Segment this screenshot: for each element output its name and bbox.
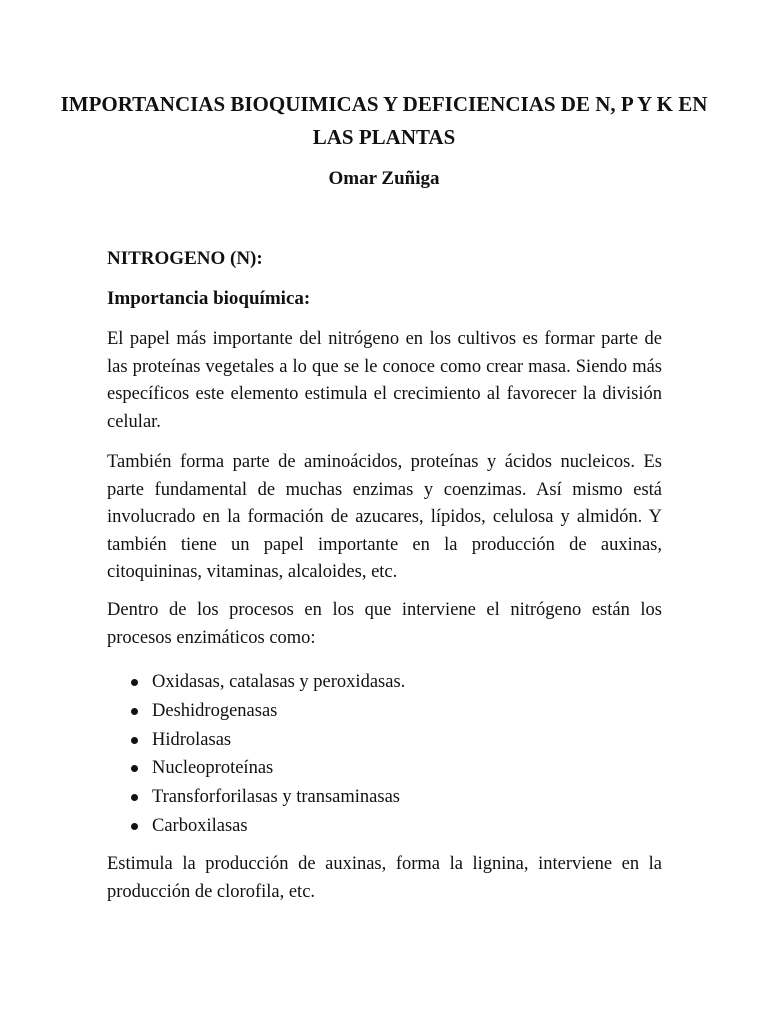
enzyme-process-list <box>107 668 662 841</box>
list-item-text: Nucleoproteínas <box>152 758 274 779</box>
list-item-text: Oxidasas, catalasas y peroxidasas. <box>152 672 406 692</box>
document-title: IMPORTANCIAS BIOQUIMICAS Y DEFICIENCIAS DE N, P Y K EN LAS PLANTAS <box>60 92 708 149</box>
list-item-text: Deshidrogenasas <box>152 700 278 721</box>
document-author: Omar Zuñiga <box>328 168 440 189</box>
paragraph-3: Dentro de los procesos en los que interviene el nitrógeno están los procesos enzimáticos como: <box>107 600 662 648</box>
sub-heading-importancia: Importancia bioquímica: <box>107 288 311 309</box>
list-item <box>107 783 662 812</box>
section-heading-nitrogeno: NITROGENO (N): <box>107 248 263 269</box>
list-item-text: Transforforilasas y transaminasas <box>152 787 400 808</box>
bullet-dot-icon <box>131 794 138 801</box>
list-item <box>107 697 662 726</box>
paragraph-2: También forma parte de aminoácidos, proteínas y ácidos nucleicos. Es parte fundamental de muchas enzimas y coenzimas. Así mismo está involucrado en la formación de azucares, lípidos, celulosa y almidón. Y también tiene un papel importante en la producción de auxinas, citoquininas, vitaminas, alcaloides, etc. <box>107 452 662 582</box>
bullet-dot-icon <box>131 679 138 686</box>
list-item <box>107 668 662 697</box>
bullet-dot-icon <box>131 708 138 715</box>
list-item <box>107 754 662 783</box>
list-item <box>107 812 662 841</box>
bullet-dot-icon <box>131 765 138 772</box>
list-item <box>107 726 662 755</box>
list-item-text: Carboxilasas <box>152 815 248 836</box>
paragraph-4: Estimula la producción de auxinas, forma la lignina, interviene en la producción de clorofila, etc. <box>107 854 662 902</box>
list-item-text: Hidrolasas <box>152 729 232 750</box>
bullet-dot-icon <box>131 737 138 744</box>
bullet-dot-icon <box>131 823 138 830</box>
paragraph-1: El papel más importante del nitrógeno en los cultivos es formar parte de las proteínas vegetales a lo que se le conoce como crear masa. Siendo más específicos este elemento estimula el crecimiento al favorecer la división celular. <box>107 329 662 432</box>
